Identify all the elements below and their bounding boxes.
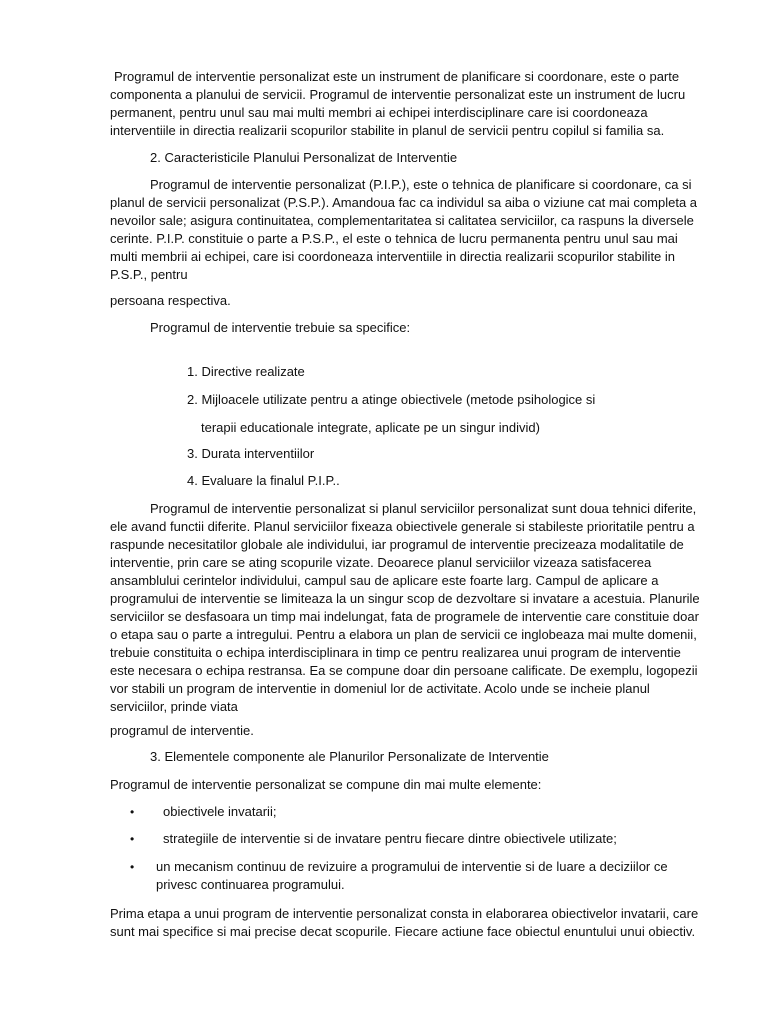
closing-paragraph: Prima etapa a unui program de interventie personalizat consta in elaborarea obiectivelor invatarii, care sunt mai specifice si mai precise decat scopurile. Fiecare actiune face obiectul enuntului unui obiectiv.	[110, 906, 699, 939]
list-item-2: 2. Mijloacele utilizate pentru a atinge obiectivele (metode psihologice si	[187, 392, 596, 407]
intro-paragraph: Programul de interventie personalizat este un instrument de planificare si coordonare, este o parte componenta a planului de servicii. Programul de interventie personalizat este un instrument de lucru permanent, pentru unul sau mai multi membri ai echipei interdisciplinare care isi coordoneaza interventiile in directia realizarii scopurilor stabilite in planul de servicii pentru copilul si familia sa.	[110, 69, 686, 138]
bullet-icon: •	[130, 805, 135, 819]
list-item-1: 1. Directive realizate	[187, 364, 305, 379]
bullet-text: strategiile de interventie si de invatare pentru fiecare dintre obiectivele utilizate;	[163, 831, 617, 846]
list-item-3: 3. Durata interventiilor	[187, 446, 315, 461]
list-intro: Programul de interventie trebuie sa specifice:	[150, 320, 411, 335]
section-3-intro: Programul de interventie personalizat se compune din mai multe elemente:	[110, 777, 542, 792]
bullet-icon: •	[130, 860, 135, 874]
section-3-heading: 3. Elementele componente ale Planurilor Personalizate de Interventie	[150, 749, 549, 764]
section-2-paragraph-2-end: programul de interventie.	[110, 723, 254, 738]
bullet-text: obiectivele invatarii;	[163, 804, 277, 819]
bullet-icon: •	[130, 832, 135, 846]
bullet-text: un mecanism continuu de revizuire a programului de interventie si de luare a deciziilor ce privesc continuarea programului.	[156, 859, 668, 892]
section-2-paragraph-1-end: persoana respectiva.	[110, 293, 231, 308]
list-item-2-continued: terapii educationale integrate, aplicate pe un singur individ)	[201, 420, 540, 435]
list-item-4: 4. Evaluare la finalul P.I.P..	[187, 473, 340, 488]
section-2-paragraph-2: Programul de interventie personalizat si planul serviciilor personalizat sunt doua tehnici diferite, ele avand functii diferite. Planul serviciilor fixeaza obiectivele generale si stabileste prioritatile pentru a raspunde necesitatilor globale ale individului, iar programul de interventie precizeaza modalitatile de interventie, prin care se ating scopurile vizate. Deoarece planul serviciilor vizeaza satisfacerea ansamblului cerintelor individului, campul sau de aplicare este foarte larg. Campul de aplicare a programului de interventie se limiteaza la un singur scop de dezvoltare si invatare a acestuia. Planurile serviciilor se desfasoara un timp mai indelungat, fata de programele de interventie care constituie doar o etapa sau o parte a intregului. Pentru a elabora un plan de servicii ce inglobeaza mai multe domenii, trebuie constituita o echipa interdisciplinara in timp ce pentru realizarea unui program de interventie este necesara o echipa restransa. Ea se compune doar din persoane calificate. De exemplu, logopezii vor stabili un program de interventie in domeniul lor de activitate. Acolo unde se incheie planul serviciilor, prinde viata	[110, 501, 700, 714]
section-2-paragraph-1: Programul de interventie personalizat (P.I.P.), este o tehnica de planificare si coordonare, ca si planul de servicii personalizat (P.S.P.). Amandoua fac ca individul sa aiba o viziune cat mai completa a nevoilor sale; asigura continuitatea, complementaritatea si calitatea serviciilor, ca raspuns la diversele cerinte. P.I.P. constituie o parte a P.S.P., el este o tehnica de lucru permanenta pentru unul sau mai multi membrii ai echipei, care isi coordoneaza interventiile in directia realizarii scopurilor stabilite in P.S.P., pentru	[110, 177, 698, 282]
section-2-heading: 2. Caracteristicile Planului Personalizat de Interventie	[150, 150, 458, 165]
